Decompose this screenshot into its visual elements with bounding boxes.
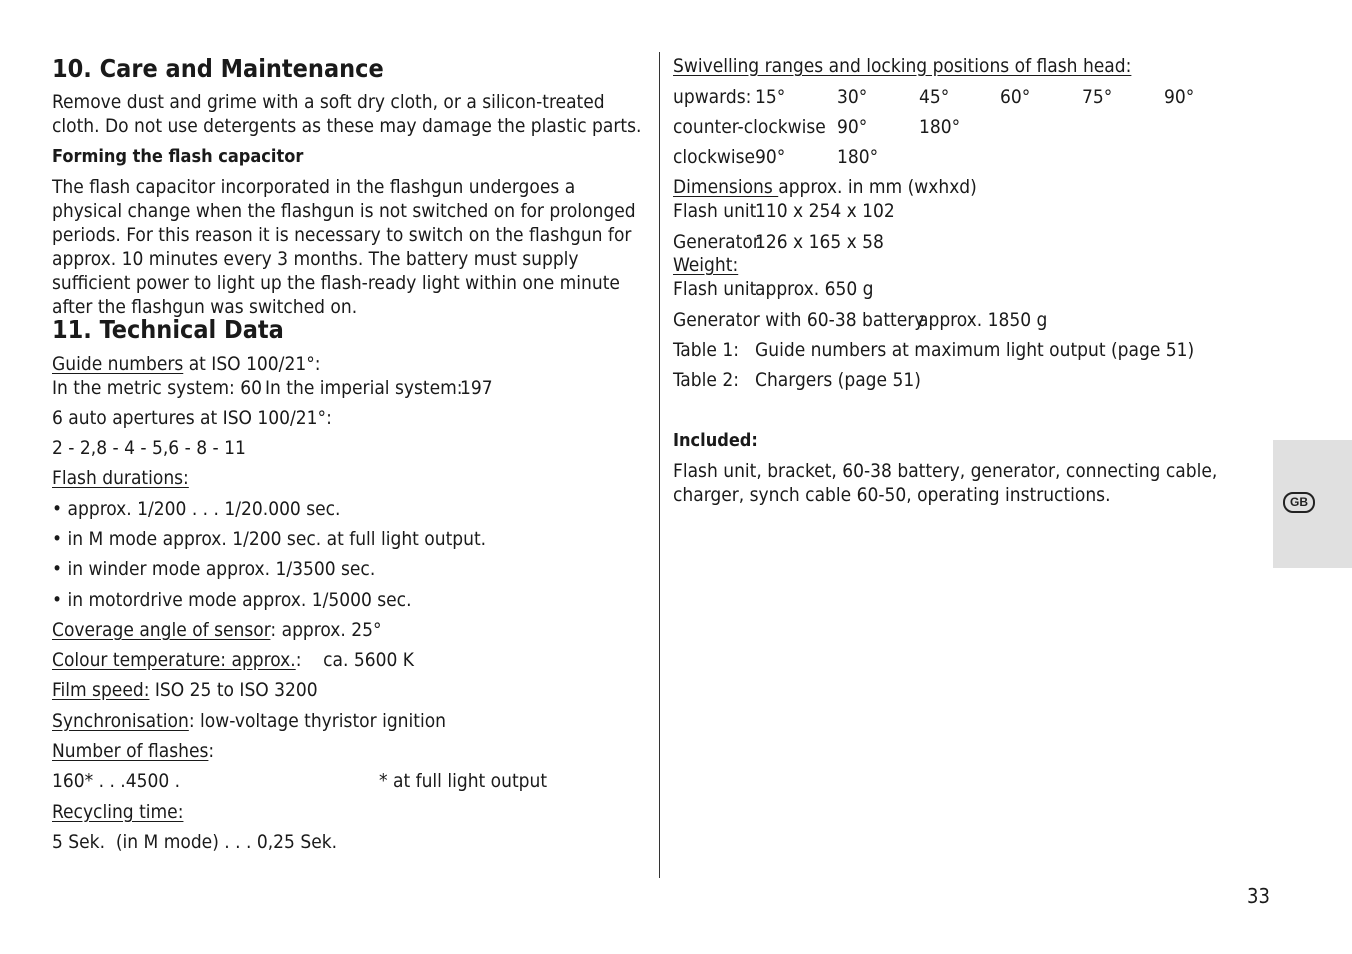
swivel-heading: Swivelling ranges and locking positions of flash head: xyxy=(673,55,1132,77)
forming-heading: Forming the flash capacitor xyxy=(52,146,304,167)
duration-item: • in motordrive mode approx. 1/5000 sec. xyxy=(52,589,412,611)
duration-item: • in winder mode approx. 1/3500 sec. xyxy=(52,558,376,580)
dim-gen-value: 126 x 165 x 58 xyxy=(755,231,884,253)
flashes-colon: : xyxy=(208,740,215,762)
column-divider xyxy=(659,52,660,878)
ccw-value: 90° xyxy=(837,116,868,138)
cw-label: clockwise xyxy=(673,146,756,168)
upwards-value: 15° xyxy=(755,86,786,108)
table1-label: Table 1: xyxy=(673,339,739,361)
recycling-value: 5 Sek. (in M mode) . . . 0,25 Sek. xyxy=(52,831,338,853)
upwards-value: 90° xyxy=(1164,86,1195,108)
duration-item: • in M mode approx. 1/200 sec. at full light output. xyxy=(52,528,487,550)
film-line xyxy=(52,678,318,702)
auto-apertures: 6 auto apertures at ISO 100/21°: xyxy=(52,407,332,429)
dim-flash-label: Flash unit xyxy=(673,200,757,222)
colour-line xyxy=(52,648,414,672)
guide-numbers-rest: at ISO 100/21°: xyxy=(183,353,321,375)
forming-text: The flash capacitor incorporated in the flashgun undergoes a physical change when the flashgun is not switched on for prolonged periods. For this reason it is necessary to switch on the flashgun for approx. 10 minutes every 3 months. The battery must supply sufficient power to light up the flash-ready light within one minute after the flashgun was switched on. xyxy=(52,176,636,318)
page-number: 33 xyxy=(1247,884,1270,908)
coverage-value: : approx. 25° xyxy=(270,619,382,641)
dim-gen-label: Generator xyxy=(673,231,760,253)
tech-heading: 11. Technical Data xyxy=(52,315,284,344)
imperial-label: In the imperial system: xyxy=(265,377,463,399)
weight-gen-value: approx. 1850 g xyxy=(918,309,1048,331)
weight-label: Weight: xyxy=(673,254,739,276)
flashes-label: Number of flashes xyxy=(52,740,209,762)
language-badge: GB xyxy=(1283,492,1315,513)
flashes-value: 160* . . .4500 . xyxy=(52,770,181,792)
upwards-value: 45° xyxy=(919,86,950,108)
upwards-value: 75° xyxy=(1082,86,1113,108)
ccw-label: counter-clockwise xyxy=(673,116,826,138)
coverage-line xyxy=(52,618,382,642)
colour-value: : ca. 5600 K xyxy=(295,649,415,671)
upwards-value: 30° xyxy=(837,86,868,108)
guide-numbers-line xyxy=(52,352,321,376)
colour-label: Colour temperature: approx. xyxy=(52,649,296,671)
table2-text: Chargers (page 51) xyxy=(755,369,921,391)
imperial-value: 197 xyxy=(460,377,493,399)
film-label: Film speed: xyxy=(52,679,150,701)
dimensions-line xyxy=(673,175,977,199)
dimensions-rest: approx. in mm (wxhxd) xyxy=(778,176,977,198)
sync-label: Synchronisation xyxy=(52,710,189,732)
cw-value: 180° xyxy=(837,146,879,168)
aperture-values: 2 - 2,8 - 4 - 5,6 - 8 - 11 xyxy=(52,437,246,459)
dimensions-label: Dimensions xyxy=(673,176,779,198)
upwards-value: 60° xyxy=(1000,86,1031,108)
ccw-value: 180° xyxy=(919,116,961,138)
recycling-label: Recycling time: xyxy=(52,801,184,823)
weight-flash-value: approx. 650 g xyxy=(755,278,874,300)
flashes-note: * at full light output xyxy=(379,770,548,792)
metric-value: In the metric system: 60 xyxy=(52,377,262,399)
coverage-label: Coverage angle of sensor xyxy=(52,619,271,641)
table1-text: Guide numbers at maximum light output (page 51) xyxy=(755,339,1195,361)
flashes-line xyxy=(52,739,214,763)
guide-numbers-label: Guide numbers xyxy=(52,353,184,375)
sync-line xyxy=(52,709,446,733)
weight-flash-label: Flash unit xyxy=(673,278,757,300)
weight-gen-label: Generator with 60-38 battery xyxy=(673,309,925,331)
care-intro: Remove dust and grime with a soft dry cloth, or a silicon-treated cloth. Do not use detergents as these may damage the plastic parts. xyxy=(52,91,642,137)
upwards-label: upwards: xyxy=(673,86,752,108)
included-text: Flash unit, bracket, 60-38 battery, generator, connecting cable, charger, synch cable 60-50, operating instructions. xyxy=(673,460,1218,506)
duration-item: • approx. 1/200 . . . 1/20.000 sec. xyxy=(52,498,341,520)
film-value: ISO 25 to ISO 3200 xyxy=(149,679,318,701)
flash-durations-label: Flash durations: xyxy=(52,467,189,489)
care-heading: 10. Care and Maintenance xyxy=(52,54,384,83)
sync-value: : low-voltage thyristor ignition xyxy=(188,710,446,732)
cw-value: 90° xyxy=(755,146,786,168)
dim-flash-value: 110 x 254 x 102 xyxy=(755,200,895,222)
included-heading: Included: xyxy=(673,430,758,451)
table2-label: Table 2: xyxy=(673,369,739,391)
